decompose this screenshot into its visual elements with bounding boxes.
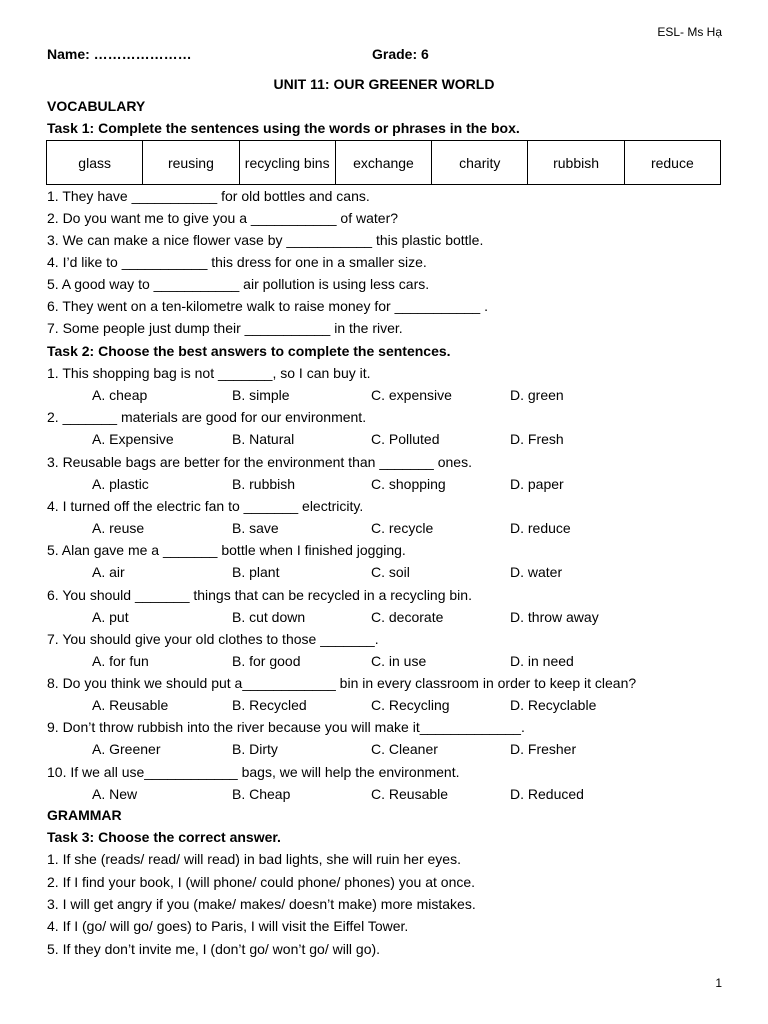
task2-option: C. Polluted <box>371 431 440 447</box>
task2-option: B. Recycled <box>232 697 307 713</box>
word-box-cell: reduce <box>624 141 720 185</box>
task3-sentence: 5. If they don’t invite me, I (don’t go/ won’t go/ will go). <box>47 941 381 957</box>
grammar-heading: GRAMMAR <box>47 807 122 823</box>
task2-question: 1. This shopping bag is not _______, so I can buy it. <box>47 365 371 381</box>
task2-option: D. throw away <box>510 609 599 625</box>
task2-option: C. Recycling <box>371 697 450 713</box>
task3-sentence: 2. If I find your book, I (will phone/ could phone/ phones) you at once. <box>47 874 476 890</box>
word-box-cell: recycling bins <box>239 141 335 185</box>
task2-option: D. water <box>510 564 563 580</box>
task2-option: B. plant <box>232 564 280 580</box>
task2-option: C. expensive <box>371 387 452 403</box>
task2-option: D. Recyclable <box>510 697 597 713</box>
task1-heading: Task 1: Complete the sentences using the words or phrases in the box. <box>47 120 520 136</box>
task2-option: B. save <box>232 520 279 536</box>
task2-option: B. Dirty <box>232 741 278 757</box>
task2-option: D. reduce <box>510 520 571 536</box>
task2-option: A. Expensive <box>92 431 174 447</box>
task2-question: 2. _______ materials are good for our environment. <box>47 409 367 425</box>
task2-option: A. put <box>92 609 129 625</box>
task1-sentence: 4. I’d like to ___________ this dress for one in a smaller size. <box>47 254 427 270</box>
task2-option: B. rubbish <box>232 476 296 492</box>
task3-sentence: 4. If I (go/ will go/ goes) to Paris, I will visit the Eiffel Tower. <box>47 918 409 934</box>
task2-option: A. air <box>92 564 125 580</box>
word-box-cell: rubbish <box>528 141 624 185</box>
word-box <box>46 140 721 185</box>
task2-option: B. for good <box>232 653 301 669</box>
task2-option: A. cheap <box>92 387 148 403</box>
task1-sentence: 1. They have ___________ for old bottles and cans. <box>47 188 370 204</box>
task1-sentence: 5. A good way to ___________ air pollution is using less cars. <box>47 276 430 292</box>
word-box-cell: reusing <box>143 141 239 185</box>
task2-option: B. Natural <box>232 431 295 447</box>
task2-option: A. Reusable <box>92 697 169 713</box>
vocabulary-heading: VOCABULARY <box>47 98 146 114</box>
task2-question: 7. You should give your old clothes to those _______. <box>47 631 379 647</box>
task2-option: D. paper <box>510 476 564 492</box>
task2-question: 4. I turned off the electric fan to _______ electricity. <box>47 498 364 514</box>
task2-option: A. Greener <box>92 741 161 757</box>
task1-sentence: 7. Some people just dump their ___________ in the river. <box>47 320 403 336</box>
task2-option: B. cut down <box>232 609 306 625</box>
task1-sentence: 2. Do you want me to give you a ___________ of water? <box>47 210 399 226</box>
task2-question: 10. If we all use____________ bags, we will help the environment. <box>47 764 460 780</box>
task2-option: A. for fun <box>92 653 149 669</box>
task2-question: 6. You should _______ things that can be recycled in a recycling bin. <box>47 587 472 603</box>
task3-sentence: 3. I will get angry if you (make/ makes/ doesn’t make) more mistakes. <box>47 896 476 912</box>
task2-option: D. in need <box>510 653 574 669</box>
task3-sentence: 1. If she (reads/ read/ will read) in bad lights, she will ruin her eyes. <box>47 851 461 867</box>
name-label: Name: ………………… <box>47 46 192 62</box>
task2-option: D. Reduced <box>510 786 584 802</box>
task1-sentence: 6. They went on a ten-kilometre walk to raise money for ___________ . <box>47 298 488 314</box>
task2-option: C. Reusable <box>371 786 449 802</box>
task2-option: B. simple <box>232 387 290 403</box>
grade-label: Grade: 6 <box>372 46 429 62</box>
word-box-cell: charity <box>432 141 528 185</box>
task2-option: D. Fresher <box>510 741 577 757</box>
task2-question: 3. Reusable bags are better for the environment than _______ ones. <box>47 454 472 470</box>
task2-question: 5. Alan gave me a _______ bottle when I finished jogging. <box>47 542 406 558</box>
header-teacher-label: ESL- Ms Hạ <box>657 25 722 39</box>
task2-question: 9. Don’t throw rubbish into the river because you will make it_____________. <box>47 719 525 735</box>
task2-option: C. shopping <box>371 476 446 492</box>
task2-option: D. green <box>510 387 564 403</box>
task2-option: A. plastic <box>92 476 149 492</box>
task1-sentence: 3. We can make a nice flower vase by ___________ this plastic bottle. <box>47 232 484 248</box>
task2-option: C. in use <box>371 653 427 669</box>
page-number: 1 <box>715 976 722 990</box>
task2-option: A. reuse <box>92 520 145 536</box>
task2-option: B. Cheap <box>232 786 291 802</box>
word-box-cell: exchange <box>335 141 431 185</box>
task2-option: C. decorate <box>371 609 444 625</box>
task2-option: C. recycle <box>371 520 434 536</box>
word-box-cell: glass <box>47 141 143 185</box>
task2-option: D. Fresh <box>510 431 564 447</box>
task2-option: A. New <box>92 786 138 802</box>
task3-heading: Task 3: Choose the correct answer. <box>47 829 281 845</box>
unit-title: UNIT 11: OUR GREENER WORLD <box>273 76 495 92</box>
task2-option: C. Cleaner <box>371 741 438 757</box>
task2-heading: Task 2: Choose the best answers to complete the sentences. <box>47 343 451 359</box>
task2-question: 8. Do you think we should put a____________ bin in every classroom in order to keep it clean? <box>47 675 637 691</box>
task2-option: C. soil <box>371 564 410 580</box>
